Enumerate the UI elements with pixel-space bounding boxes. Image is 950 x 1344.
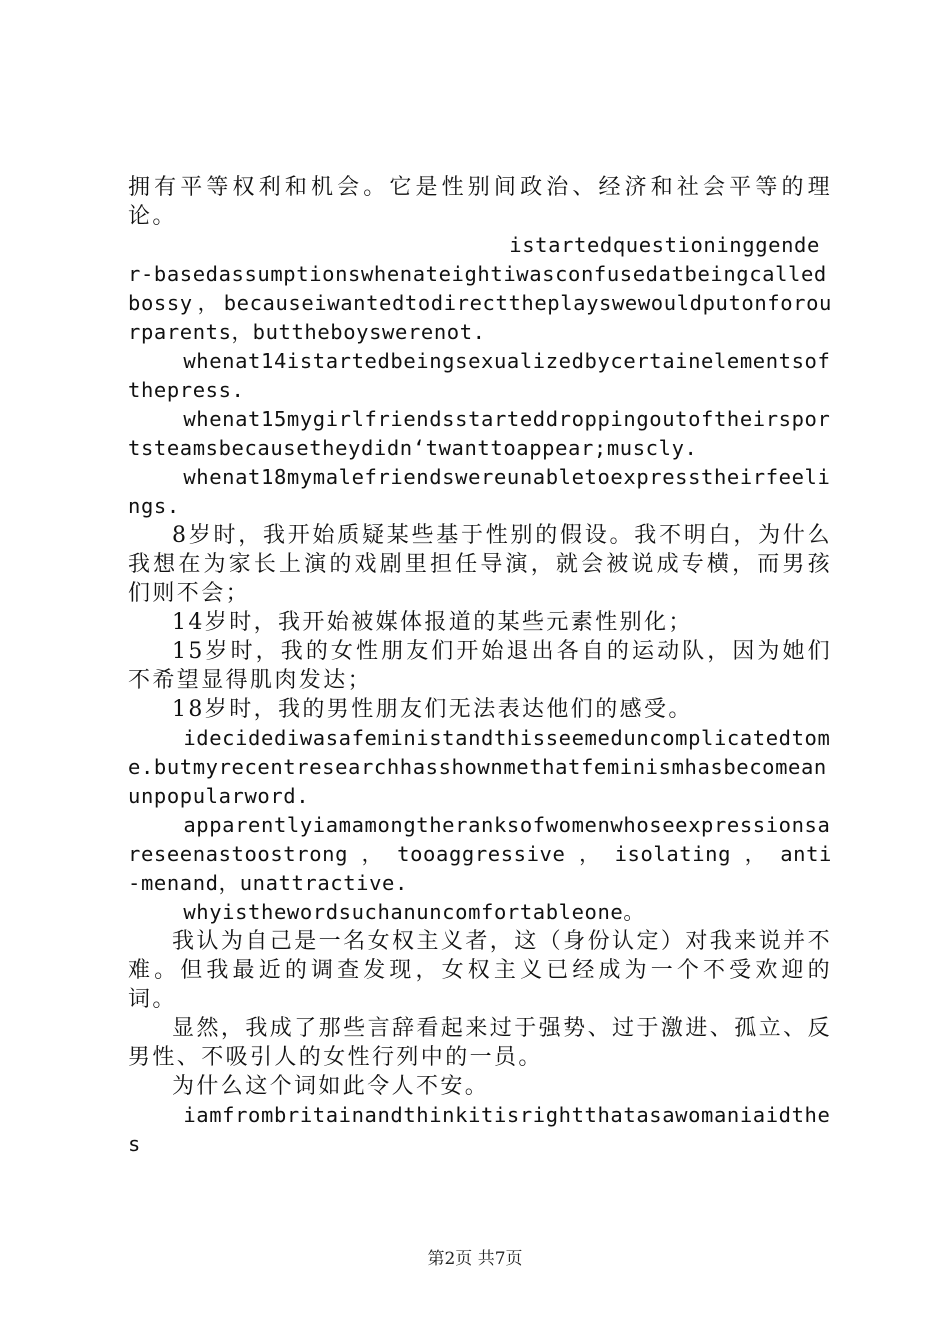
page-number-footer: 第2页 共7页 (427, 1249, 523, 1269)
paragraph-en-age-eight: istartedquestioninggender-basedassumptionswhenateightiwasconfusedatbeingcalledbossy，becauseiwantedtodirecttheplayswewouldputonforourparents，buttheboyswerenot. (128, 233, 832, 344)
paragraph-zh-why-word: 为什么这个词如此令人不安。 (172, 1074, 490, 1099)
paragraph-zh-feminist-decision: 我认为自己是一名女权主义者，这（身份认定）对我来说并不难。但我最近的调查发现，女权主义已经成为一个不受欢迎的词。 (128, 929, 832, 1012)
paragraph-en-from-britain: iamfrombritainandthinkitisrightthatasawomaniaidthes (128, 1103, 831, 1156)
paragraph-en-why-word: whyisthewordsuchanuncomfortableone。 (183, 900, 645, 924)
paragraph-en-feminist-decision: idecidediwasafeministandthisseemeduncomplicatedtome.butmyrecentresearchhasshownmethatfeminismhasbecomeanunpopularword. (128, 726, 831, 808)
paragraph-en-apparently: apparentlyiamamongtheranksofwomenwhoseexpressionsareseenastoostrong ， tooaggressive ， isolating ， anti-menand，unattractive. (128, 813, 832, 895)
paragraph-en-age-fifteen: whenat15mygirlfriendsstarteddroppingoutoftheirsportsteamsbecausetheydidn‘twanttoappear;muscly. (128, 407, 831, 460)
paragraph-zh-age-fourteen: 14岁时，我开始被媒体报道的某些元素性别化； (172, 610, 693, 635)
paragraph-zh-age-fifteen: 15岁时，我的女性朋友们开始退出各自的运动队，因为她们不希望显得肌肉发达； (128, 639, 832, 693)
paragraph-zh-age-eighteen: 18岁时，我的男性朋友们无法表达他们的感受。 (172, 697, 693, 722)
paragraph-en-age-fourteen: whenat14istartedbeingsexualizedbycertainelementsofthepress. (128, 349, 831, 402)
paragraph-en-age-eighteen: whenat18mymalefriendswereunabletoexpresstheirfeelings. (128, 465, 831, 518)
paragraph-zh-age-eight: 8岁时，我开始质疑某些基于性别的假设。我不明白，为什么我想在为家长上演的戏剧里担任导演，就会被说成专横，而男孩们则不会； (128, 523, 832, 606)
document-body (128, 173, 832, 1159)
paragraph-equality-definition: 拥有平等权利和机会。它是性别间政治、经济和社会平等的理论。 (128, 175, 832, 229)
paragraph-zh-apparently: 显然，我成了那些言辞看起来过于强势、过于激进、孤立、反男性、不吸引人的女性行列中的一员。 (128, 1016, 832, 1070)
